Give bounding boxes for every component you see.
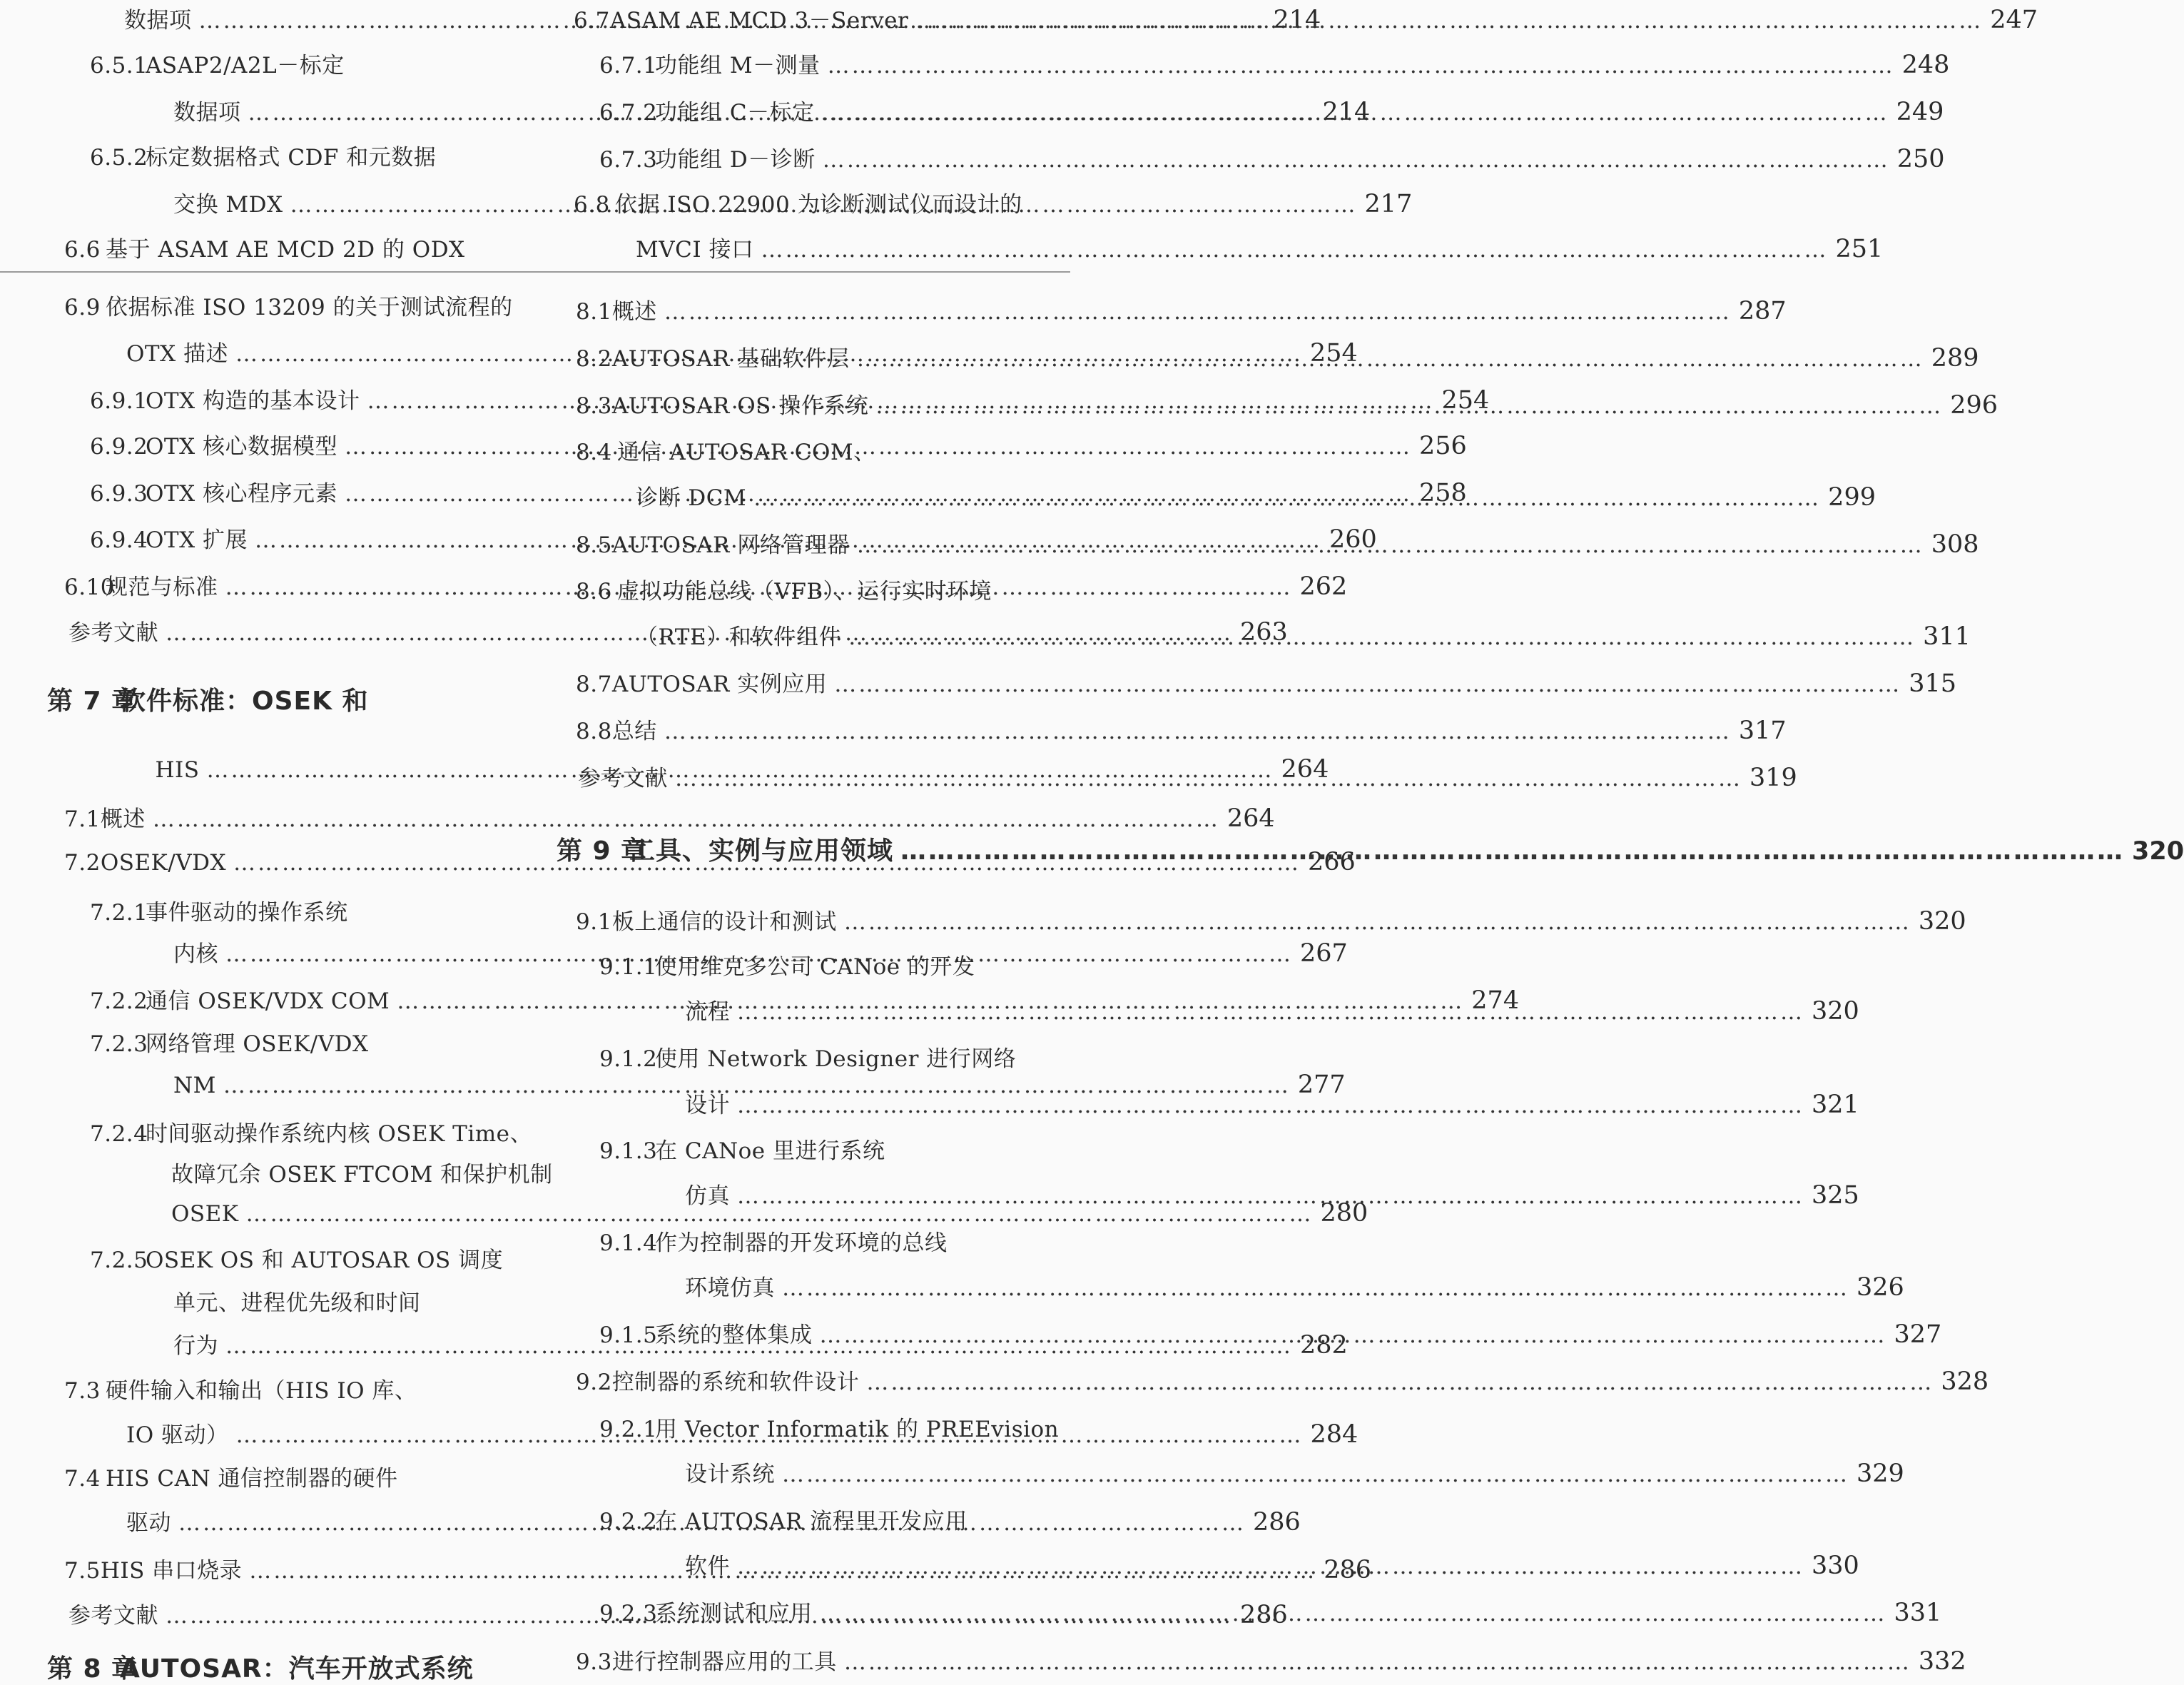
dot-leader: [900, 836, 2125, 866]
section-number: 6.9.4: [90, 527, 148, 553]
toc-entry[interactable]: [576, 434, 1036, 466]
section-title: ASAP2/A2L－标定: [146, 53, 345, 79]
section-title: 流程: [685, 999, 730, 1025]
page-number: 250: [1896, 145, 1945, 173]
section-title: HIS: [155, 757, 200, 783]
section-title: 功能组 M－测量: [655, 53, 821, 79]
dot-leader: [753, 485, 1821, 511]
page-number: 320: [1812, 997, 1859, 1026]
section-title: 内核: [173, 941, 218, 967]
toc-entry[interactable]: [576, 904, 1966, 936]
section-title: OTX 描述: [126, 340, 229, 367]
page-number: 287: [1738, 297, 1787, 325]
section-title: 用 Vector Informatik 的 PREEvision: [655, 1417, 1060, 1442]
toc-entry[interactable]: [64, 1460, 524, 1492]
section-title: 数据项: [173, 100, 241, 126]
page-number: 286: [1253, 1507, 1301, 1537]
section-number: 7.2.4: [90, 1121, 148, 1147]
dot-leader: [664, 719, 1732, 744]
toc-section-bottom: [0, 272, 2184, 1684]
section-number: 9.2.1: [599, 1417, 658, 1442]
page-number: 282: [1300, 1331, 1348, 1360]
toc-entry[interactable]: [599, 1503, 1036, 1535]
section-title: 基于 ASAM AE MCD 2D 的 ODX: [106, 237, 465, 263]
section-number: 6.10: [64, 574, 116, 600]
toc-entry[interactable]: [576, 1364, 1989, 1396]
dot-leader: [857, 532, 1924, 558]
section-title: AUTOSAR 基础软件层: [611, 346, 850, 372]
toc-entry[interactable]: [599, 1133, 1036, 1165]
section-title: 作为控制器的开发环境的总线: [655, 1230, 948, 1256]
section-title: 参考文献: [578, 766, 668, 791]
section-title: 时间驱动操作系统内核 OSEK Time、: [146, 1121, 532, 1147]
section-number: 6.9.1: [90, 388, 148, 414]
section-number: 9.1.5: [599, 1322, 658, 1348]
dot-leader: [737, 999, 1804, 1025]
page-number: 214: [1273, 6, 1321, 34]
dot-leader: [844, 909, 1911, 935]
section-title: 诊断 DCM: [636, 485, 747, 511]
section-title: 系统测试和应用: [655, 1601, 813, 1626]
page-number: 263: [1240, 618, 1288, 647]
page-number: 258: [1419, 479, 1467, 507]
section-title: 参考文献: [68, 620, 158, 646]
section-number: 6.9.3: [90, 481, 148, 507]
toc-entry[interactable]: [576, 573, 1036, 605]
section-number: 9.2: [576, 1370, 612, 1395]
section-number: 6.5.2: [90, 145, 148, 171]
toc-entry[interactable]: [685, 1270, 1904, 1302]
section-title: （RTE）和软件组件: [636, 624, 842, 650]
section-title: 使用 Network Designer 进行网络: [655, 1046, 1017, 1072]
section-number: 第 9 章: [557, 836, 648, 866]
section-title: OSEK: [171, 1201, 239, 1227]
page-number: 262: [1299, 572, 1348, 601]
dot-leader: [737, 1183, 1804, 1209]
page-number: 329: [1857, 1459, 1904, 1488]
section-number: 6.6: [64, 237, 101, 263]
section-title: 概述: [611, 299, 657, 325]
page-number: 264: [1226, 804, 1275, 833]
dot-leader: [834, 672, 1901, 697]
page-number: 217: [1364, 190, 1413, 218]
toc-entry[interactable]: [599, 1041, 1036, 1073]
dot-leader: [848, 624, 1916, 650]
section-number: 8.4: [576, 439, 612, 465]
section-number: 7.2.5: [90, 1248, 148, 1273]
section-number: 9.2.3: [599, 1601, 658, 1626]
section-title: 板上通信的设计和测试: [611, 909, 837, 935]
dot-leader: [866, 1370, 1934, 1395]
section-number: 9.1.4: [599, 1230, 658, 1256]
page-number: 319: [1749, 764, 1797, 792]
section-title: 工具、实例与应用领域: [629, 836, 894, 866]
section-number: 9.1: [576, 909, 612, 935]
section-number: 8.1: [576, 299, 612, 325]
dot-leader: [153, 806, 1220, 832]
section-title: OTX 扩展: [146, 527, 248, 553]
page-number: 260: [1329, 525, 1377, 554]
dot-leader: [675, 766, 1742, 791]
toc-entry[interactable]: [171, 1156, 553, 1188]
section-number: 7.2.2: [90, 988, 148, 1014]
section-title: 故障冗余 OSEK FTCOM 和保护机制: [171, 1162, 553, 1188]
page-number: 296: [1950, 391, 1998, 420]
page-number: 315: [1909, 669, 1957, 698]
page-number: 331: [1894, 1599, 1942, 1627]
dot-leader: [761, 237, 1828, 263]
page-number: 330: [1812, 1552, 1859, 1580]
dot-leader: [782, 1462, 1849, 1487]
page-number: 264: [1281, 754, 1329, 784]
page-number: 286: [1324, 1556, 1371, 1584]
section-title: 在 AUTOSAR 流程里开发应用: [655, 1509, 967, 1534]
page-number: 308: [1931, 530, 1979, 559]
page-number: 289: [1931, 344, 1979, 373]
page-number: 321: [1812, 1090, 1859, 1119]
dot-leader: [844, 1649, 1911, 1675]
dot-leader: [823, 147, 1890, 173]
toc-entry[interactable]: [576, 293, 1787, 325]
section-title: 设计: [685, 1092, 730, 1118]
toc-entry[interactable]: [64, 801, 1275, 833]
section-title: AUTOSAR 实例应用: [611, 672, 828, 697]
section-number: 6.8: [574, 192, 610, 218]
toc-entry[interactable]: [90, 1115, 532, 1148]
toc-entry[interactable]: [599, 1411, 1060, 1443]
section-title: 功能组 C－标定: [655, 100, 815, 126]
section-number: 6.9.2: [90, 434, 148, 460]
page-number: 284: [1310, 1420, 1358, 1449]
toc-entry[interactable]: [599, 141, 1945, 173]
section-title: 总结: [611, 719, 657, 744]
section-title: 规范与标准: [106, 574, 218, 600]
section-title: 交换 MDX: [173, 192, 283, 218]
toc-entry[interactable]: [599, 1225, 1036, 1257]
toc-chapter-entry[interactable]: [47, 681, 524, 717]
section-title: 标定数据格式 CDF 和元数据: [146, 145, 437, 171]
toc-entry[interactable]: [685, 1456, 1904, 1488]
page-number: 328: [1941, 1367, 1989, 1396]
page-number: 286: [1240, 1601, 1288, 1629]
section-title: 依据 ISO 22900 为诊断测试仪而设计的: [615, 192, 1022, 218]
dot-leader: [915, 8, 1983, 34]
toc-entry[interactable]: [685, 1178, 1859, 1210]
toc-entry[interactable]: [64, 1372, 524, 1405]
section-title: 驱动: [126, 1509, 171, 1536]
section-title: 软件: [685, 1554, 730, 1579]
section-number: 9.1.2: [599, 1046, 658, 1072]
page-number: 266: [1308, 848, 1356, 876]
toc-entry[interactable]: [599, 47, 1950, 79]
page-number: 254: [1441, 385, 1490, 415]
page-number: 326: [1857, 1273, 1904, 1302]
section-title: 环境仿真: [685, 1275, 775, 1301]
section-title: 网络管理 OSEK/VDX: [146, 1031, 369, 1057]
page-number: 317: [1738, 717, 1787, 745]
section-title: 通信 AUTOSAR COM、: [617, 439, 876, 465]
dot-leader: [820, 1601, 1887, 1626]
section-number: 8.8: [576, 719, 612, 744]
toc-entry[interactable]: [90, 1026, 524, 1058]
page-number: 320: [2132, 837, 2184, 866]
page-number: 311: [1923, 622, 1971, 651]
page-number: 327: [1894, 1320, 1942, 1349]
toc-entry[interactable]: [576, 1644, 1966, 1676]
page-number: 214: [1322, 98, 1371, 126]
section-number: 7.4: [64, 1466, 101, 1492]
section-number: 6.7.2: [599, 100, 658, 126]
section-title: OTX 核心数据模型: [146, 434, 338, 460]
section-number: 6.7.3: [599, 147, 658, 173]
section-number: 8.2: [576, 346, 612, 372]
toc-entry[interactable]: [685, 1087, 1859, 1119]
page-number: 277: [1297, 1071, 1346, 1099]
section-number: 7.1: [64, 806, 101, 832]
dot-leader: [822, 100, 1889, 126]
section-number: 7.3: [64, 1378, 101, 1404]
dot-leader: [737, 1554, 1804, 1579]
toc-entry[interactable]: [173, 1285, 524, 1317]
page-number: 274: [1471, 986, 1520, 1015]
dot-leader: [828, 53, 1895, 79]
toc-chapter-entry[interactable]: [47, 1649, 524, 1685]
page-number: 280: [1320, 1199, 1368, 1228]
section-title: IO 驱动）: [126, 1422, 229, 1448]
toc-entry[interactable]: [574, 186, 1036, 218]
section-number: 8.7: [576, 672, 612, 697]
section-title: MVCI 接口: [636, 237, 754, 263]
section-title: AUTOSAR 网络管理器: [611, 532, 850, 558]
section-title: 软件标准：OSEK 和: [120, 687, 369, 716]
section-title: 使用维克多公司 CANoe 的开发: [655, 954, 975, 980]
toc-entry[interactable]: [64, 289, 524, 321]
section-number: 7.2.3: [90, 1031, 148, 1057]
section-title: 系统的整体集成: [655, 1322, 813, 1348]
section-number: 7.2: [64, 850, 101, 876]
page-number: 248: [1901, 51, 1950, 79]
page-number: 299: [1828, 483, 1876, 512]
section-number: 8.3: [576, 393, 612, 419]
section-title: ASAM AE MCD 3－Server: [609, 8, 909, 34]
dot-leader: [737, 1093, 1804, 1118]
section-number: 6.7: [574, 8, 610, 34]
section-number: 9.2.2: [599, 1509, 658, 1534]
section-title: OSEK OS 和 AUTOSAR OS 调度: [146, 1248, 504, 1273]
section-title: 数据项: [124, 8, 192, 34]
section-title: HIS CAN 通信控制器的硬件: [106, 1466, 398, 1492]
section-title: HIS 串口烧录: [100, 1558, 243, 1584]
toc-entry[interactable]: [171, 1199, 1368, 1228]
dot-leader: [782, 1275, 1849, 1301]
section-title: 进行控制器应用的工具: [611, 1649, 837, 1675]
section-number: 第 7 章: [47, 687, 138, 716]
section-title: 事件驱动的操作系统: [146, 899, 348, 926]
section-number: 7.2.1: [90, 899, 148, 926]
section-number: 6.7.1: [599, 53, 658, 79]
dot-leader: [664, 299, 1732, 325]
section-title: 仿真: [685, 1183, 730, 1209]
section-title: 参考文献: [68, 1603, 158, 1629]
page-number: 320: [1918, 907, 1966, 936]
section-title: NM: [173, 1073, 216, 1098]
toc-entry[interactable]: [173, 1071, 1346, 1099]
section-number: 6.5.1: [90, 53, 148, 79]
section-title: OTX 构造的基本设计: [146, 388, 360, 414]
section-title: AUTOSAR OS 操作系统: [611, 393, 869, 419]
section-title: 功能组 D－诊断: [655, 147, 816, 173]
section-number: 7.5: [64, 1558, 101, 1584]
toc-entry[interactable]: [90, 47, 524, 79]
page-number: 332: [1918, 1646, 1966, 1676]
page-number: 254: [1310, 338, 1358, 368]
dot-leader: [875, 393, 1943, 419]
section-title: 单元、进程优先级和时间: [173, 1290, 421, 1316]
section-number: 9.1.3: [599, 1138, 658, 1164]
page-number: 267: [1300, 939, 1348, 968]
section-number: 9.1.1: [599, 954, 658, 980]
section-number: 8.6: [576, 578, 612, 604]
toc-entry[interactable]: [576, 666, 1957, 698]
section-title: 在 CANoe 里进行系统: [655, 1138, 885, 1164]
section-title: OTX 核心程序元素: [146, 481, 338, 507]
page-number: 256: [1419, 432, 1467, 460]
toc-entry[interactable]: [90, 1242, 524, 1274]
section-number: 8.5: [576, 532, 612, 558]
section-title: 设计系统: [685, 1462, 775, 1487]
toc-section-top: [0, 0, 2038, 272]
section-title: 硬件输入和输出（HIS IO 库、: [106, 1378, 417, 1404]
toc-entry[interactable]: [90, 894, 524, 926]
section-title: AUTOSAR：汽车开放式系统: [120, 1654, 474, 1684]
section-title: 通信 OSEK/VDX COM: [146, 988, 390, 1014]
dot-leader: [857, 346, 1924, 372]
section-number: 第 8 章: [47, 1654, 138, 1684]
toc-entry[interactable]: [599, 948, 1036, 981]
section-title: 控制器的系统和软件设计: [611, 1370, 860, 1395]
toc-entry[interactable]: [636, 231, 1884, 263]
page-number: 325: [1812, 1181, 1859, 1210]
section-title: 行为: [173, 1333, 218, 1359]
section-number: 9.3: [576, 1649, 612, 1675]
toc-entry[interactable]: [576, 713, 1787, 745]
section-title: OSEK/VDX: [100, 850, 227, 876]
page-number: 251: [1835, 235, 1884, 263]
section-number: 6.9: [64, 295, 101, 320]
section-title: 虚拟功能总线（VFB）、运行实时环境: [617, 578, 992, 604]
section-title: 概述: [100, 806, 146, 832]
section-title: 依据标准 ISO 13209 的关于测试流程的: [106, 295, 513, 320]
toc-entry[interactable]: [64, 231, 524, 263]
page-number: 247: [1990, 6, 2038, 34]
page-number: 249: [1896, 98, 1944, 126]
dot-leader: [820, 1322, 1887, 1348]
toc-entry[interactable]: [90, 139, 524, 171]
